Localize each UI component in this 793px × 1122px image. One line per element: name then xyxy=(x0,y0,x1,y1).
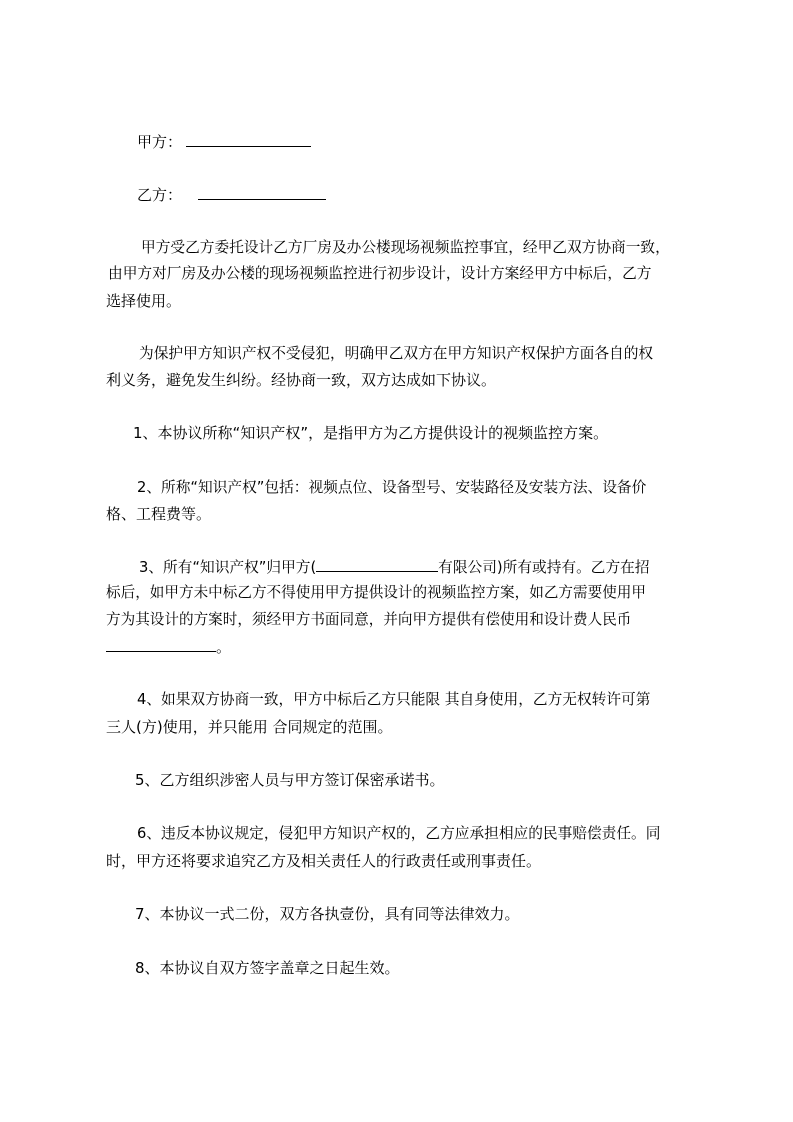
clause-4-line-1: 4、如果双方协商一致，甲方中标后乙方只能限 其自身使用，乙方无权转许可第 xyxy=(137,691,651,708)
clause-6-line-2: 时，甲方还将要求追究乙方及相关责任人的行政责任或刑事责任。 xyxy=(106,852,542,870)
clause-3-line-4 xyxy=(106,637,231,657)
company-name-blank xyxy=(316,557,438,572)
purpose-line-1: 为保护甲方知识产权不受侵犯，明确甲乙双方在甲方知识产权保护方面各自的权 xyxy=(139,345,654,362)
fee-amount-blank xyxy=(106,637,216,652)
clause-3-text-a: 3、所有“知识产权”归甲方( xyxy=(139,559,317,576)
clause-1-line-1: 1、本协议所称“知识产权”，是指甲方为乙方提供设计的视频监控方案。 xyxy=(133,424,609,442)
intro-line-1: 甲方受乙方委托设计乙方厂房及办公楼现场视频监控事宜，经甲乙双方协商一致， xyxy=(141,239,670,256)
clause-3-line-1 xyxy=(139,557,650,577)
clause-5-line-1: 5、乙方组织涉密人员与甲方签订保密承诺书。 xyxy=(135,771,445,789)
clause-3-line-3: 方为其设计的方案时，须经甲方书面同意，并向甲方提供有偿使用和设计费人民币 xyxy=(106,611,632,628)
clause-3-line-4-end: 。 xyxy=(216,638,232,656)
party-a-label: 甲方： xyxy=(137,133,183,151)
party-a-blank xyxy=(186,132,311,147)
party-a-line xyxy=(137,132,311,152)
clause-4-line-2: 三人(方)使用，并只能用 合同规定的范围。 xyxy=(106,718,393,736)
clause-3-line-2: 标后，如甲方未中标乙方不得使用甲方提供设计的视频监控方案，如乙方需要使用甲 xyxy=(106,584,646,601)
clause-7-line-1: 7、本协议一式二份，双方各执壹份，具有同等法律效力。 xyxy=(135,905,520,923)
party-b-label: 乙方： xyxy=(137,186,183,204)
intro-line-3: 选择使用。 xyxy=(106,292,182,310)
party-b-blank xyxy=(198,185,326,200)
intro-line-2: 由甲方对厂房及办公楼的现场视频监控进行初步设计，设计方案经甲方中标后，乙方 xyxy=(108,265,652,282)
clause-2-line-1: 2、所称“知识产权”包括：视频点位、设备型号、安装路径及安装方法、设备价 xyxy=(137,479,647,496)
party-b-line xyxy=(137,185,326,205)
clause-3-text-b: 有限公司)所有或持有。乙方在招 xyxy=(438,559,650,576)
clause-8-line-1: 8、本协议自双方签字盖章之日起生效。 xyxy=(135,959,400,977)
purpose-line-2: 利义务，避免发生纠纷。经协商一致，双方达成如下协议。 xyxy=(106,371,497,389)
clause-6-line-1: 6、违反本协议规定，侵犯甲方知识产权的，乙方应承担相应的民事赔偿责任。同 xyxy=(137,825,661,842)
clause-2-line-2: 格、工程费等。 xyxy=(106,505,212,523)
